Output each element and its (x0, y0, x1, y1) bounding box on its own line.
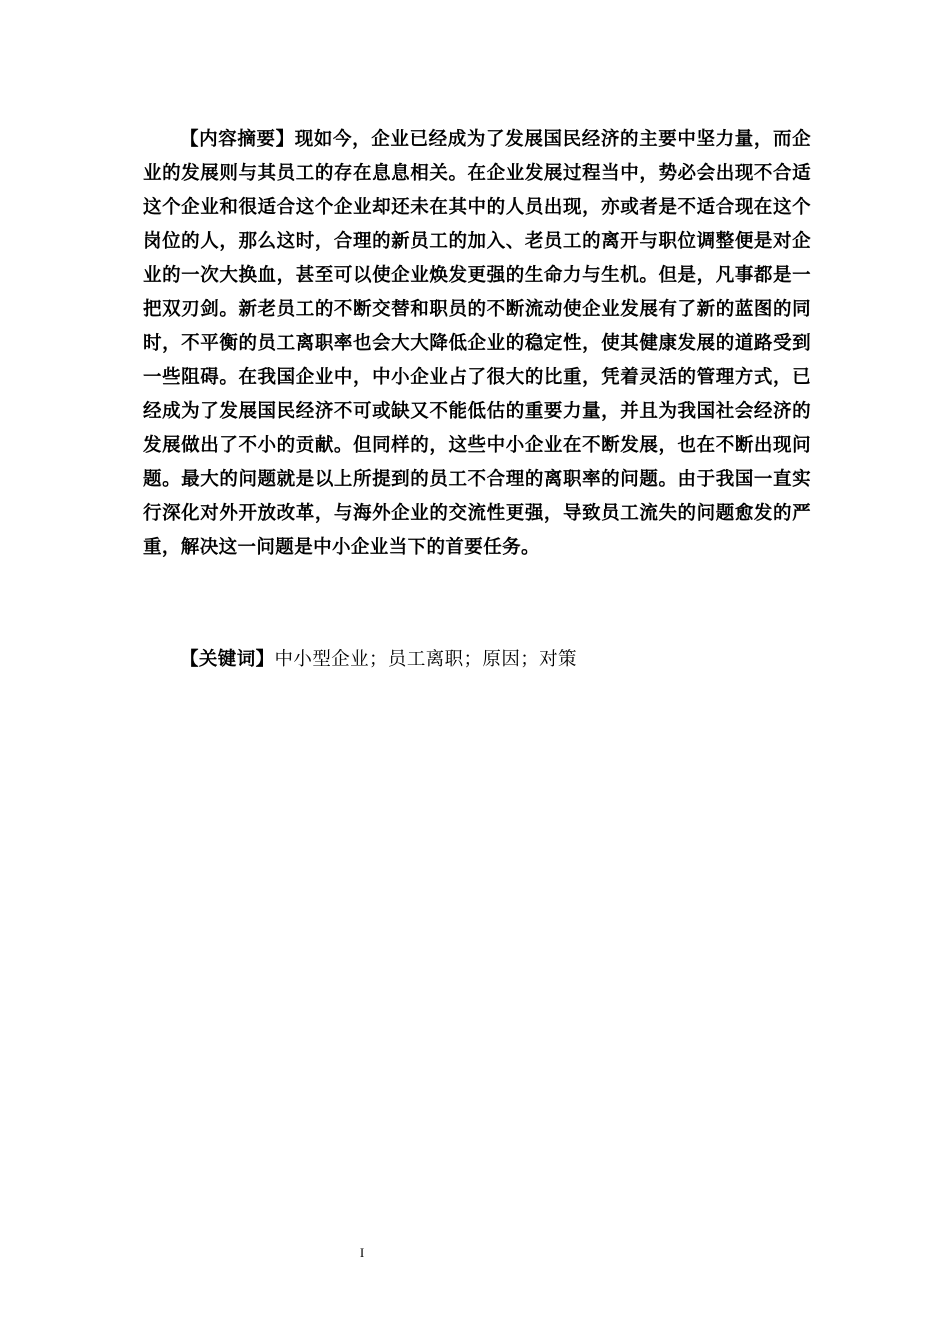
keywords-text: 中小型企业；员工离职；原因；对策 (274, 649, 577, 670)
page-number: I (359, 1245, 365, 1260)
keywords-label: 【关键词】 (180, 649, 275, 670)
abstract-paragraph (143, 123, 811, 565)
abstract-text: 现如今，企业已经成为了发展国民经济的主要中坚力量，而企业的发展则与其员工的存在息息相关。在企业发展过程当中，势必会出现不合适这个企业和很适合这个企业却还未在其中的人员出现，亦或者是不适合现在这个岗位的人，那么这时，合理的新员工的加入、老员工的离开与职位调整便是对企业的一次大换血，甚至可以使企业焕发更强的生命力与生机。但是，凡事都是一把双刃剑。新老员工的不断交替和职员的不断流动使企业发展有了新的蓝图的同时，不平衡的员工离职率也会大大降低企业的稳定性，使其健康发展的道路受到一些阻碍。在我国企业中，中小企业占了很大的比重，凭着灵活的管理方式，已经成为了发展国民经济不可或缺又不能低估的重要力量，并且为我国社会经济的发展做出了不小的贡献。但同样的，这些中小企业在不断发展，也在不断出现问题。最大的问题就是以上所提到的员工不合理的离职率的问题。由于我国一直实行深化对外开放改革，与海外企业的交流性更强，导致员工流失的问题愈发的严重，解决这一问题是中小企业当下的首要任务。 (143, 129, 811, 558)
abstract-label: 【内容摘要】 (180, 129, 295, 150)
keywords-paragraph (143, 643, 811, 677)
